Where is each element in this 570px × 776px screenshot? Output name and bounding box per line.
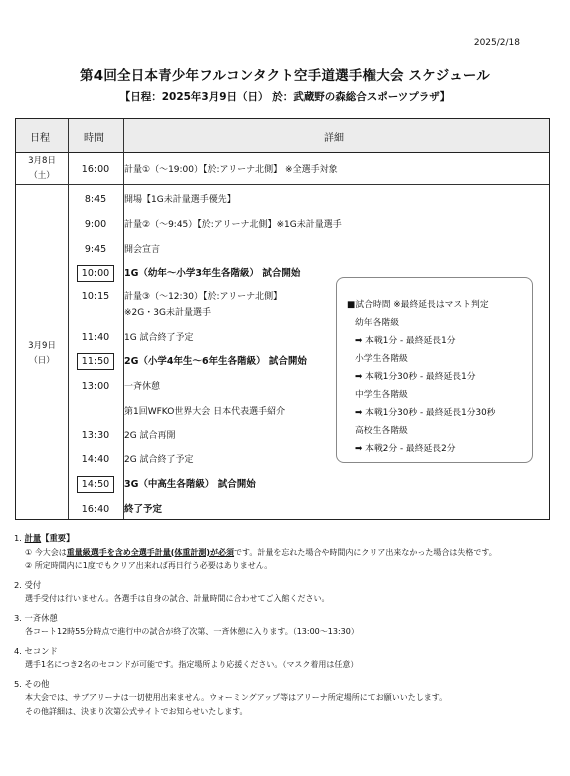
note-text: 選手1名につき2名のセコンドが可能です。指定場所より応援ください。（マスク着用は任意） <box>25 660 359 669</box>
row-time: 16:40 <box>81 504 110 515</box>
match-duration: ➡ 本戦2分 - 最終延長2分 <box>355 444 456 454</box>
row-detail: 一斉休憩 <box>124 382 161 392</box>
row-detail-cont: ※2G・3G未計量選手 <box>124 308 211 318</box>
issue-date: 2025/2/18 <box>473 38 520 48</box>
note-text: ① 今大会は <box>25 547 67 557</box>
category-label: 高校生各階級 <box>355 426 408 436</box>
note-other <box>14 678 559 719</box>
note-reception <box>14 579 559 606</box>
row-time: 9:00 <box>84 219 107 230</box>
note-heading: 5. その他 <box>14 678 50 689</box>
header-day: 日程 <box>30 133 50 144</box>
header-time: 時間 <box>84 133 104 144</box>
row-detail-bold: 1G（幼年〜小学3年生各階級） 試合開始 <box>124 268 301 279</box>
row-time: 13:30 <box>81 430 110 441</box>
match-duration: ➡ 本戦1分30秒 - 最終延長1分30秒 <box>355 408 496 418</box>
category-label: 幼年各階級 <box>355 318 399 328</box>
row-divider <box>16 184 549 185</box>
row-time: 14:40 <box>81 454 110 465</box>
day1-cell <box>16 154 68 184</box>
match-duration: ➡ 本戦1分 - 最終延長1分 <box>355 336 456 346</box>
category-label: 小学生各階級 <box>355 354 408 364</box>
match-time-box <box>336 277 533 463</box>
match-time-heading: ■試合時間 ※最終延長はマスト判定 <box>347 300 489 310</box>
row-detail-bold: 終了予定 <box>124 504 163 515</box>
note-text: です。計量を忘れた場合や時間内にクリア出来なかった場合は失格です。 <box>234 547 497 557</box>
row-detail: 第1回WFKO世界大会 日本代表選手紹介 <box>124 407 286 417</box>
header-details: 詳細 <box>324 133 344 144</box>
row-time: 10:15 <box>81 291 110 302</box>
time-box: 14:50 <box>77 476 114 493</box>
note-second <box>14 645 559 672</box>
note-heading: 4. セコンド <box>14 645 58 656</box>
day1-date: 3月8日 <box>28 156 56 166</box>
row-detail: 開会宣言 <box>124 245 161 255</box>
note-title: 計量 <box>24 533 42 543</box>
row-time: 11:40 <box>81 332 110 343</box>
day2-cell <box>16 339 68 369</box>
note-break <box>14 612 559 639</box>
row-detail: 1G 試合終了予定 <box>124 333 194 343</box>
page-title: 第4回全日本青少年フルコンタクト空手道選手権大会 スケジュール <box>80 68 490 84</box>
table-header <box>16 119 549 153</box>
time-box: 10:00 <box>77 265 114 282</box>
row-detail: 計量①（〜19:00）【於:アリーナ北側】 ※全選手対象 <box>124 165 338 175</box>
row-detail-bold: 3G（中高生各階級） 試合開始 <box>124 479 256 490</box>
day2-date: 3月9日 <box>28 341 56 351</box>
row-detail: 計量③（〜12:30）【於:アリーナ北側】 <box>124 292 283 302</box>
row-detail: 2G 試合再開 <box>124 431 176 441</box>
note-text: ② 所定時間内に1度でもクリア出来れば再日行う必要はありません。 <box>25 561 273 570</box>
note-title-suffix: 【重要】 <box>41 533 75 543</box>
note-text: その他詳細は、決まり次第公式サイトでお知らせいたします。 <box>25 706 248 716</box>
note-number: 1. <box>14 533 22 543</box>
row-time: 8:45 <box>84 194 107 205</box>
note-text: 本大会では、サブアリーナは一切使用出来ません。ウォーミングアップ等はアリーナ所定場所にてお願いいたします。 <box>25 693 448 702</box>
note-heading: 2. 受付 <box>14 579 42 590</box>
row-detail: 計量②（〜9:45）【於:アリーナ北側】※1G未計量選手 <box>124 220 342 230</box>
row-time-boxed <box>68 356 123 367</box>
category-label: 中学生各階級 <box>355 390 408 400</box>
schedule-table <box>15 118 550 520</box>
row-time: 13:00 <box>81 381 110 392</box>
day1-weekday: （土） <box>29 171 55 181</box>
time-box: 11:50 <box>77 353 114 370</box>
note-weighing <box>14 532 559 573</box>
match-duration: ➡ 本戦1分30秒 - 最終延長1分 <box>355 372 476 382</box>
note-text: 選手受付は行いません。各選手は自身の試合、計量時間に合わせてご入館ください。 <box>25 594 330 603</box>
row-time-boxed <box>68 479 123 490</box>
note-text: 各コート12時55分時点で進行中の試合が終了次第、一斉休憩に入ります。（13:00〜13:30） <box>25 627 359 636</box>
row-detail-bold: 2G（小学4年生〜6年生各階級） 試合開始 <box>124 356 307 367</box>
row-time: 16:00 <box>81 164 110 175</box>
row-detail: 2G 試合終了予定 <box>124 455 194 465</box>
page-subtitle: 【日程：2025年3月9日（日） 於：武蔵野の森総合スポーツプラザ】 <box>119 91 451 103</box>
note-heading: 3. 一斉休憩 <box>14 612 58 623</box>
row-detail: 開場【1G未計量選手優先】 <box>124 195 236 205</box>
row-time: 9:45 <box>84 244 107 255</box>
notes-section <box>14 532 559 724</box>
row-time-boxed <box>68 268 123 279</box>
note-emphasis: 重量級選手を含め全選手計量(体重計測)が必須 <box>66 547 235 557</box>
day2-weekday: （日） <box>29 356 55 366</box>
